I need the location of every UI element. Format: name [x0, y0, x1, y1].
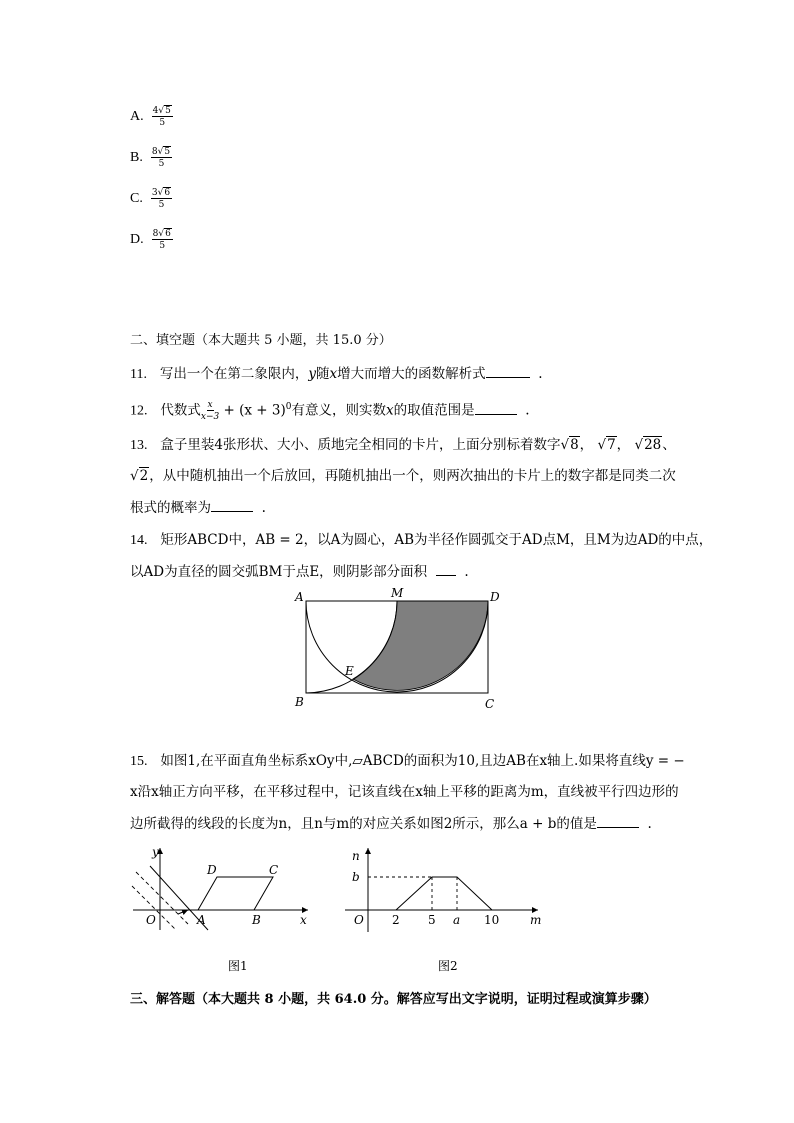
parallelogram-abcd: [198, 877, 273, 910]
figure-1-parallelogram: [128, 842, 318, 932]
shift-arrow-icon: [178, 910, 188, 914]
question-13-line-3: 根式的概率为 .: [130, 497, 266, 518]
label-b: B: [252, 913, 261, 927]
label-a: A: [197, 913, 206, 927]
question-13-line-2: √2，从中随机抽出一个后放回，再随机抽出一个，则两次抽出的卡片上的数字都是同类二次: [130, 468, 676, 484]
fraction: $\frac{8√5}{5}$: [151, 147, 171, 169]
answer-blank[interactable]: [486, 363, 530, 378]
fraction: $\frac{4√5}{5}$: [152, 106, 171, 128]
question-13-line-1: 13. 盒子里装4张形状、大小、质地完全相同的卡片，上面分别标着数字√8， √7， √28、: [130, 437, 676, 453]
label-o: O: [146, 913, 156, 927]
label-o: O: [354, 913, 364, 927]
question-14-line-2: 以AD为直径的圆交弧BM于点E，则阴影部分面积 .: [130, 561, 469, 582]
section-3-title: 三、解答题（本大题共 8 小题，共 64.0 分。解答应写出文字说明，证明过程或演算步骤）: [130, 992, 657, 1007]
answer-blank[interactable]: [597, 813, 639, 828]
question-11: 11. 写出一个在第二象限内，y随x增大而增大的函数解析式 .: [130, 363, 543, 385]
figure-rectangle-arcs: [290, 584, 506, 714]
fraction: $\frac{3√6}{5}$: [151, 188, 171, 210]
fraction: $\frac{x}{x-3}$: [200, 400, 220, 422]
label-e: E: [345, 664, 354, 678]
label-a: A: [295, 590, 304, 604]
label-y: y: [152, 845, 159, 859]
label-b: B: [295, 695, 304, 709]
figure-2-graph: [340, 842, 550, 932]
figure-1-caption: 图1: [228, 959, 248, 973]
section-2-title: 二、填空题（本大题共 5 小题，共 15.0 分）: [130, 333, 392, 348]
tick-2: 2: [392, 913, 400, 927]
fraction: $\frac{8√6}{5}$: [152, 229, 171, 251]
option-c: C. $\frac{3√6}{5}$: [130, 188, 171, 210]
option-b: B. $\frac{8√5}{5}$: [130, 147, 171, 169]
label-m: M: [391, 586, 404, 600]
label-d: D: [207, 863, 217, 877]
label-d: D: [490, 590, 500, 604]
shaded-region: [353, 601, 488, 690]
option-d: D. $\frac{8√6}{5}$: [130, 229, 171, 251]
label-x: x: [300, 913, 307, 927]
label-m: m: [530, 913, 542, 927]
figure-2-caption: 图2: [438, 959, 458, 973]
question-15-line-3: 边所截得的线段的长度为n，且n与m的对应关系如图2所示，那么a + b的值是 .: [130, 813, 652, 834]
label-c: C: [269, 863, 279, 877]
question-15-line-1: 15. 如图1,在平面直角坐标系xOy中,▱ABCD的面积为10,且边AB在x轴上.如果将直线y = −: [130, 753, 685, 769]
graph-line: [396, 877, 492, 910]
question-15-line-2: x沿x轴正方向平移，在平移过程中，记该直线在x轴上平移的距离为m，直线被平行四边形的: [130, 784, 679, 800]
label-n: n: [352, 849, 360, 863]
tick-5: 5: [428, 913, 436, 927]
tick-a: a: [453, 913, 461, 927]
question-14-line-1: 14. 矩形ABCD中，AB = 2，以A为圆心，AB为半径作圆弧交于AD点M，且M为边AD的中点，: [130, 532, 713, 548]
question-12: 12. 代数式 $\frac{x}{x-3}$ + $(x + 3)^0$有意义，则实数x的取值范围是 .: [130, 400, 530, 422]
answer-blank[interactable]: [211, 497, 253, 512]
label-c: C: [485, 697, 495, 711]
option-a: A. $\frac{4√5}{5}$: [130, 106, 171, 128]
answer-blank[interactable]: [436, 561, 456, 576]
tick-10: 10: [484, 913, 500, 927]
answer-blank[interactable]: [475, 400, 517, 415]
label-b: b: [352, 870, 360, 884]
